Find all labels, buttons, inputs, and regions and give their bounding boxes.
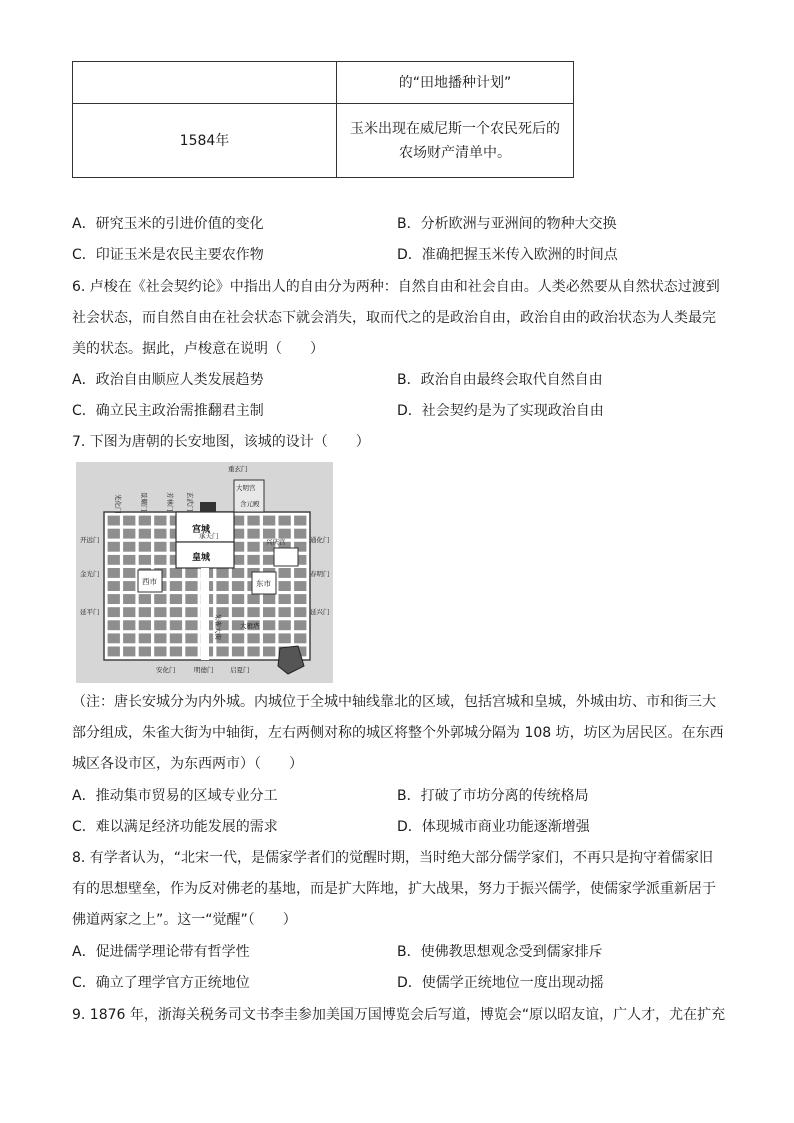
ward-block: [154, 542, 166, 552]
map-label: 延平门: [80, 608, 100, 616]
ward-block: [123, 568, 135, 578]
q8-option-c: C．确立了理学官方正统地位: [72, 975, 250, 991]
ward-block: [294, 607, 306, 617]
ward-block: [185, 568, 197, 578]
ward-block: [108, 568, 120, 578]
ward-block: [185, 633, 197, 643]
ward-block: [170, 594, 182, 604]
ward-block: [294, 568, 306, 578]
ward-block: [108, 529, 120, 539]
map-label: 大雁塔: [240, 622, 260, 630]
ward-block: [170, 581, 182, 591]
ward-block: [108, 620, 120, 630]
map-label: 开远门: [80, 536, 100, 544]
ward-block: [294, 581, 306, 591]
q8-option-b: B．使佛教思想观念受到儒家排斥: [397, 944, 603, 960]
ward-block: [216, 594, 228, 604]
ward-block: [123, 581, 135, 591]
table-cell-year: 1584年: [73, 104, 337, 178]
ward-block: [263, 516, 275, 526]
ward-block: [185, 581, 197, 591]
ward-block: [279, 633, 291, 643]
q8-stem-line: 有的思想壁垒，作为反对佛老的基地，而是扩大阵地，扩大战果，努力于振兴儒学，使儒家学派重新居于: [72, 881, 716, 897]
ward-block: [108, 542, 120, 552]
ward-block: [123, 542, 135, 552]
ward-block: [185, 607, 197, 617]
ward-block: [263, 607, 275, 617]
ward-block: [154, 555, 166, 565]
q7-option-d: D．体现城市商业功能逐渐增强: [397, 819, 590, 835]
ward-block: [263, 647, 275, 657]
ward-block: [279, 516, 291, 526]
ward-block: [123, 594, 135, 604]
ward-block: [139, 607, 151, 617]
ward-block: [170, 620, 182, 630]
q7-option-c: C．难以满足经济功能发展的需求: [72, 819, 278, 835]
map-label: 安化门: [156, 666, 176, 674]
ward-block: [216, 647, 228, 657]
ward-block: [232, 607, 244, 617]
ward-block: [123, 633, 135, 643]
q7-note-line: 部分组成，朱雀大街为中轴街，左右两侧对称的城区将整个外郭城分隔为 108 坊，坊区为居民区。在东西: [72, 725, 724, 741]
ward-block: [108, 581, 120, 591]
ward-block: [139, 516, 151, 526]
map-label: 承天门: [199, 532, 219, 540]
table-cell-line: 玉米出现在威尼斯一个农民死后的: [350, 120, 560, 137]
q7-option-b: B．打破了市坊分离的传统格局: [397, 788, 589, 804]
ward-block: [294, 529, 306, 539]
map-label: 启夏门: [230, 666, 250, 674]
ward-block: [216, 568, 228, 578]
ward-block: [232, 633, 244, 643]
ward-block: [139, 555, 151, 565]
ward-block: [108, 555, 120, 565]
ward-block: [263, 633, 275, 643]
ward-block: [247, 529, 259, 539]
q7-note-line: 城区各设市区，为东西两市）（ ）: [72, 756, 303, 772]
q6-stem-line: 6. 卢梭在《社会契约论》中指出人的自由分为两种：自然自由和社会自由。人类必然要从自然状态过渡到: [72, 279, 720, 295]
map-label: 金光门: [80, 570, 100, 578]
changan-map: [76, 462, 333, 683]
ward-block: [123, 555, 135, 565]
ward-block: [247, 542, 259, 552]
ward-block: [108, 516, 120, 526]
ward-block: [170, 647, 182, 657]
map-label: 大明宫: [236, 484, 256, 492]
ward-block: [232, 568, 244, 578]
ward-block: [247, 633, 259, 643]
ward-block: [154, 529, 166, 539]
ward-block: [123, 647, 135, 657]
q6-option-b: B．政治自由最终会取代自然自由: [397, 372, 603, 388]
ward-block: [279, 620, 291, 630]
ward-block: [263, 594, 275, 604]
ward-block: [263, 555, 275, 565]
ward-block: [247, 516, 259, 526]
q8-stem-line: 8. 有学者认为，“北宋一代，是儒家学者们的觉醒时期，当时绝大部分儒学家们，不再只是拘守着儒家旧: [72, 850, 714, 866]
ward-block: [294, 516, 306, 526]
ward-block: [247, 607, 259, 617]
map-label: 玄武门: [186, 492, 194, 512]
table-cell-line: 农场财产清单中。: [399, 144, 511, 161]
map-label: 宫城: [192, 525, 211, 535]
ward-block: [123, 529, 135, 539]
ward-block: [279, 568, 291, 578]
q8-option-a: A．促进儒学理论带有哲学性: [72, 944, 250, 960]
ward-block: [139, 620, 151, 630]
ward-block: [247, 555, 259, 565]
ward-block: [279, 581, 291, 591]
ward-block: [139, 529, 151, 539]
map-label: 含元殿: [240, 500, 260, 508]
ward-block: [139, 542, 151, 552]
ward-block: [154, 620, 166, 630]
q5-option-a: A．研究玉米的引进价值的变化: [72, 216, 264, 232]
ward-block: [123, 607, 135, 617]
ward-block: [247, 647, 259, 657]
q6-option-c: C．确立民主政治需推翻君主制: [72, 403, 264, 419]
ward-block: [139, 647, 151, 657]
ward-block: [108, 607, 120, 617]
ward-block: [139, 594, 151, 604]
ward-block: [139, 633, 151, 643]
q5-option-d: D．准确把握玉米传入欧洲的时间点: [397, 247, 618, 263]
q6-stem-line: 美的状态。据此，卢梭意在说明（ ）: [72, 341, 324, 357]
ward-block: [185, 620, 197, 630]
q7-note-line: （注：唐长安城分为内外城。内城位于全城中轴线靠北的区域，包括宫城和皇城，外城由坊、市和街三大: [72, 694, 716, 710]
ward-block: [294, 620, 306, 630]
q7-option-a: A．推动集市贸易的区域专业分工: [72, 788, 278, 804]
map-label: 景耀门: [140, 492, 148, 512]
q6-stem-line: 社会状态，而自然自由在社会状态下就会消失，取而代之的是政治自由，政治自由的政治状态为人类最完: [72, 310, 716, 326]
ward-block: [154, 633, 166, 643]
map-label: 延兴门: [310, 608, 330, 616]
q7-stem: 7. 下图为唐朝的长安地图，该城的设计（ ）: [72, 434, 370, 450]
q9-stem-line: 9. 1876 年，浙海关税务司文书李圭参加美国万国博览会后写道，博览会“原以昭友谊，广人才，尤在扩充: [72, 1007, 726, 1023]
map-label: 春明门: [310, 570, 330, 578]
q8-stem-line: 佛道两家之上”。这一“觉醒”（ ）: [72, 912, 297, 928]
ward-block: [247, 594, 259, 604]
table-cell: 的“田地播种计划”: [337, 62, 574, 104]
ward-block: [108, 633, 120, 643]
ward-block: [170, 568, 182, 578]
info-table: [72, 61, 574, 178]
q6-option-a: A．政治自由顺应人类发展趋势: [72, 372, 264, 388]
q6-option-d: D．社会契约是为了实现政治自由: [397, 403, 604, 419]
map-label: 皇城: [192, 553, 211, 563]
ward-block: [108, 594, 120, 604]
ward-block: [294, 633, 306, 643]
ward-block: [123, 516, 135, 526]
ward-block: [154, 607, 166, 617]
q5-option-c: C．印证玉米是农民主要农作物: [72, 247, 264, 263]
ward-block: [170, 607, 182, 617]
map-label: 光化门: [114, 494, 122, 514]
ward-block: [232, 647, 244, 657]
ward-block: [232, 594, 244, 604]
ward-block: [108, 647, 120, 657]
ward-block: [294, 594, 306, 604]
q8-option-d: D．使儒学正统地位一度出现动摇: [397, 975, 604, 991]
ward-block: [154, 594, 166, 604]
map-label: 兴庆宫: [266, 538, 286, 546]
ward-block: [185, 594, 197, 604]
table-cell-empty: [73, 62, 337, 104]
q5-option-b: B．分析欧洲与亚洲间的物种大交换: [397, 216, 617, 232]
map-label: 东市: [256, 579, 271, 588]
ward-block: [263, 620, 275, 630]
map-label: 明德门: [194, 666, 214, 674]
ward-block: [123, 620, 135, 630]
ward-block: [232, 581, 244, 591]
ward-block: [154, 647, 166, 657]
ward-block: [185, 647, 197, 657]
ward-block: [279, 607, 291, 617]
ward-block: [154, 516, 166, 526]
map-label: 西市: [142, 577, 157, 586]
map-label: 朱雀大街: [214, 614, 222, 640]
ward-block: [216, 581, 228, 591]
map-label: 芳林门: [166, 492, 174, 512]
ward-block: [170, 633, 182, 643]
ward-block: [279, 594, 291, 604]
map-label: 通化门: [310, 536, 330, 544]
table-cell-event: [337, 104, 574, 178]
map-label: 重玄门: [228, 465, 248, 473]
